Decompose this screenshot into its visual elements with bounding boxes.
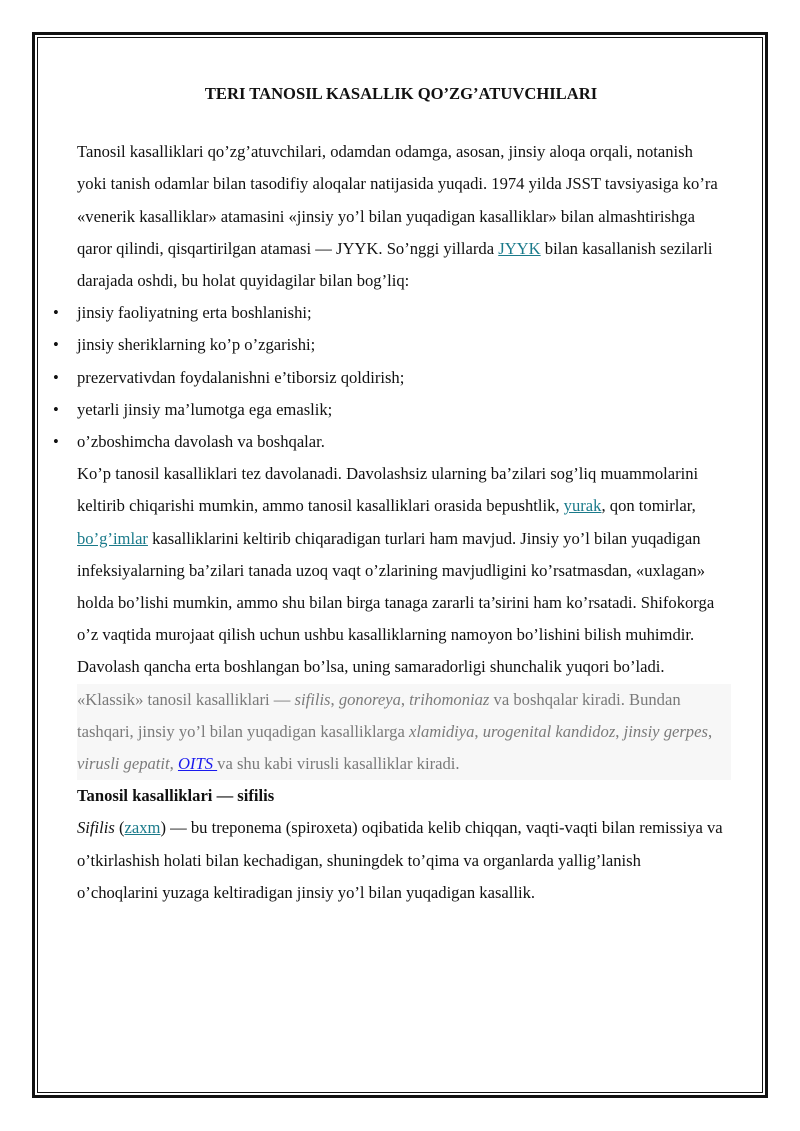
quote-term: sifilis	[294, 689, 331, 709]
quote-text: ,	[707, 721, 713, 741]
list-item	[53, 426, 725, 458]
quote-term: jinsiy gerpes	[623, 721, 708, 741]
list-item-text: yetarli jinsiy ma’lumotga ega emaslik;	[77, 399, 333, 419]
bullet-list	[53, 297, 725, 458]
quote-text: «Klassik» tanosil kasalliklari —	[77, 689, 295, 709]
term-sifilis: Sifilis	[77, 818, 115, 838]
paragraph-text: , qon tomirlar,	[601, 496, 696, 516]
quote-text: ,	[474, 721, 483, 741]
list-item	[53, 394, 725, 426]
quote-text: ,	[615, 721, 624, 741]
intro-text-1: Tanosil kasalliklari qo’zg’atuvchilari, odamdan odamga, asosan, jinsiy aloqa orqali, notanish yoki tanish odamlar bilan tasodifiy aloqalar natijasida yuqadi. 1974 yilda JSST tavsiyasiga ko’ra «venerik kasalliklar» atamasini «jinsiy yo’l bilan yuqadigan kasalliklar» bilan almashtirishga qaror qilindi, qisqartirilgan atamasi — JYYK. So’nggi yillarda	[77, 142, 718, 258]
quote-term: trihomoniaz	[409, 689, 490, 709]
list-item-text: o’zboshimcha davolash va boshqalar.	[77, 432, 325, 452]
bullet-icon: •	[53, 335, 59, 355]
classic-diseases-quote	[77, 684, 731, 781]
quote-text: ,	[400, 689, 410, 709]
quote-text: va boshqalar kiradi. Bundan tashqari, jinsiy yo’l bilan yuqadigan kasalliklarga	[77, 689, 681, 741]
paragraph-text: Ko’p tanosil kasalliklari tez davolanadi. Davolashsiz ularning ba’zilari sog’liq muammolarini keltirib chiqarishi mumkin, ammo tanosil kasalliklari orasida bepushtlik,	[77, 464, 699, 516]
section-heading: Tanosil kasalliklari — sifilis	[77, 786, 275, 806]
sifilis-paragraph	[77, 812, 725, 909]
intro-paragraph	[77, 136, 725, 297]
intro-text-2: bilan kasallanish sezilarli darajada oshdi, bu holat quyidagilar bilan bog’liq:	[77, 238, 713, 291]
quote-text: ,	[169, 754, 178, 774]
quote-term: virusli gepatit	[77, 754, 170, 774]
bullet-icon: •	[53, 432, 59, 452]
quote-text: ,	[330, 689, 339, 709]
paragraph-text: ) — bu treponema (spiroxeta) oqibatida kelib chiqqan, vaqti-vaqti bilan remissiya va o’tkirlashish holati bilan kechadigan, shuningdek to’qima va organlarda yallig’lanish o’choqlarini yuzaga keltiradigan jinsiy yo’l bilan yuqadigan kasallik.	[77, 818, 723, 902]
zaxm-link[interactable]: zaxm	[124, 818, 161, 838]
quote-text: va shu kabi virusli kasalliklar kiradi.	[217, 754, 460, 774]
list-item-text: jinsiy faoliyatning erta boshlanishi;	[77, 303, 312, 323]
quote-term: urogenital kandidoz	[482, 721, 616, 741]
paragraph-text: kasalliklarini keltirib chiqaradigan turlari ham mavjud. Jinsiy yo’l bilan yuqadigan infeksiyalarning ba’zilari tanada uzoq vaqt o’zlarining mavjudligini ko’rsatmasdan, «uxlagan» holda bo’lishi mumkin, ammo shu bilan birga tanaga zararli ta’sirini ham ko’rsatadi. Shifokorga o’z vaqtida murojaat qilish uchun ushbu kasalliklarning namoyon bo’lishini bilish muhimdir. Davolash qancha erta boshlangan bo’lsa, uning samaradorligi shunchalik yuqori bo’ladi.	[77, 528, 715, 677]
list-item	[53, 297, 725, 329]
bogimlar-link[interactable]: bo’g’imlar	[77, 528, 148, 548]
quote-term: gonoreya	[338, 689, 401, 709]
bullet-icon: •	[53, 303, 59, 323]
document-body	[53, 78, 725, 909]
list-item	[53, 329, 725, 361]
paragraph-text: (	[114, 818, 125, 838]
bullet-icon: •	[53, 399, 59, 419]
oits-link[interactable]: OITS	[177, 754, 218, 774]
quote-term: xlamidiya	[408, 721, 475, 741]
jyyk-link[interactable]: JYYK	[498, 238, 541, 258]
document-title: TERI TANOSIL KASALLIK QO’ZG’ATUVCHILARI	[204, 84, 598, 103]
yurak-link[interactable]: yurak	[563, 496, 602, 516]
treatment-paragraph	[77, 458, 725, 683]
list-item	[53, 362, 725, 394]
bullet-icon: •	[53, 367, 59, 387]
list-item-text: jinsiy sheriklarning ko’p o’zgarishi;	[77, 335, 316, 355]
list-item-text: prezervativdan foydalanishni e’tiborsiz qoldirish;	[77, 367, 405, 387]
